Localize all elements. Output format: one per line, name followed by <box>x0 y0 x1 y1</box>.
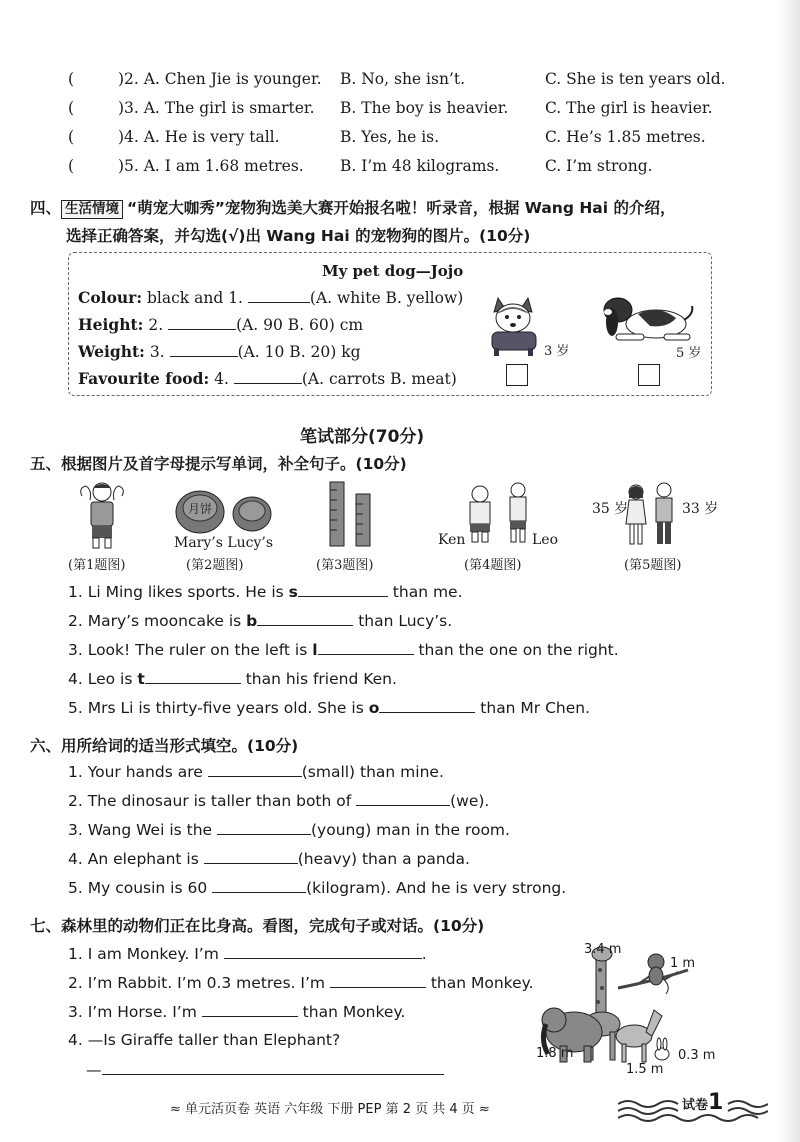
field-label: Height: <box>78 315 144 334</box>
initial-letter: t <box>137 670 145 688</box>
s7-item-2 <box>68 973 534 992</box>
answer-blank[interactable] <box>145 669 241 684</box>
answer-blank[interactable] <box>208 762 302 777</box>
s5-item-5 <box>68 698 590 717</box>
option-a: A. I am 1.68 metres. <box>143 157 304 175</box>
section5-title: 五、根据图片及首字母提示写单词，补全句子。(10分) <box>30 455 407 473</box>
section6-title: 六、用所给词的适当形式填空。(10分) <box>30 737 299 755</box>
s7-item-1 <box>68 944 427 963</box>
monkey-icon <box>648 954 668 994</box>
answer-blank[interactable] <box>257 611 353 626</box>
item-text-end: than me. <box>387 583 463 601</box>
horse-height: 1.5 m <box>626 1062 664 1077</box>
age-33-label: 33 岁 <box>682 501 719 517</box>
item-text-end: than Mr Chen. <box>475 699 591 717</box>
s5-item-1 <box>68 582 463 601</box>
badge-label: 试卷 <box>682 1098 709 1113</box>
s7-answer-line <box>86 1060 444 1079</box>
dog2-age: 5 岁 <box>676 346 702 361</box>
box-title: My pet dog—Jojo <box>322 262 464 280</box>
answer-blank[interactable] <box>318 640 414 655</box>
strong-boy-icon <box>74 478 130 550</box>
option-c: C. He’s 1.85 metres. <box>545 128 706 146</box>
option-c: C. The girl is heavier. <box>545 99 713 117</box>
answer-blank[interactable] <box>330 973 426 988</box>
rabbit-height: 0.3 m <box>678 1048 716 1063</box>
s6-item-2 <box>68 791 489 810</box>
answer-paren-close: ) <box>117 99 124 117</box>
answer-blank[interactable] <box>234 369 302 384</box>
field-options: (A. 10 B. 20) kg <box>237 343 361 361</box>
option-c: C. She is ten years old. <box>545 70 726 88</box>
section-number: 四、 <box>30 199 62 217</box>
caption-3: (第3题图) <box>316 558 374 573</box>
answer-blank[interactable] <box>298 582 388 597</box>
item-text-end: . <box>421 945 427 963</box>
item-text: 1. Li Ming likes sports. He is <box>68 583 289 601</box>
answer-paren-close: ) <box>117 128 124 146</box>
answer-blank[interactable] <box>224 944 422 959</box>
caption-4: (第4题图) <box>464 558 522 573</box>
item-text: 5. My cousin is 60 <box>68 879 213 897</box>
option-a: A. Chen Jie is younger. <box>143 70 322 88</box>
field-prefix: black and 1. <box>147 289 243 307</box>
answer-blank[interactable] <box>379 698 475 713</box>
answer-paren[interactable]: ( <box>68 157 75 175</box>
q-row <box>68 99 315 117</box>
rabbit-icon <box>655 1038 669 1060</box>
answer-blank[interactable] <box>168 315 236 330</box>
item-text-end: than Monkey. <box>297 1003 406 1021</box>
rulers-icon <box>326 480 376 548</box>
item-text: 3. Look! The ruler on the left is <box>68 641 313 659</box>
field-options: (A. carrots B. meat) <box>301 370 457 388</box>
item-text-end: (small) than mine. <box>301 763 444 781</box>
life-situation-tag: 生活情境 <box>61 200 123 219</box>
q-number: 5. <box>124 157 139 175</box>
leo-label: Leo <box>532 532 559 548</box>
field-prefix: 2. <box>148 316 164 334</box>
caption-1: (第1题图) <box>68 558 126 573</box>
ken-leo-icon <box>460 480 536 544</box>
field-prefix: 4. <box>214 370 229 388</box>
s7-item-4 <box>68 1031 340 1049</box>
giraffe-height: 3.4 m <box>584 942 622 957</box>
field-options: (A. white B. yellow) <box>309 289 464 307</box>
answer-paren[interactable]: ( <box>68 70 75 88</box>
colour-line <box>78 288 463 307</box>
answer-blank[interactable] <box>217 820 311 835</box>
section4-heading <box>30 196 675 219</box>
section4-instruction-1: “萌宠大咖秀”宠物狗选美大赛开始报名啦！听录音，根据 Wang Hai 的介绍， <box>127 199 676 217</box>
item-text-end: than the one on the right. <box>413 641 619 659</box>
mrs-li-mr-chen-icon <box>620 480 680 548</box>
husky-dog-icon <box>484 292 546 358</box>
s5-item-3 <box>68 640 619 659</box>
mooncakes-icon <box>172 484 276 536</box>
answer-blank[interactable] <box>212 878 306 893</box>
initial-letter: l <box>312 641 318 659</box>
dog1-age: 3 岁 <box>544 344 570 359</box>
badge-number: 1 <box>708 1090 724 1115</box>
initial-letter: o <box>368 699 380 717</box>
section4-instruction-2: 选择正确答案，并勾选(√)出 Wang Hai 的宠物狗的图片。(10分) <box>66 227 531 245</box>
weight-line <box>78 342 361 361</box>
s5-item-4 <box>68 669 397 688</box>
s6-item-4 <box>68 849 470 868</box>
written-part-title: 笔试部分(70分) <box>300 427 425 447</box>
q-row <box>68 157 304 175</box>
item-text: 1. Your hands are <box>68 763 208 781</box>
item-text-end: (we). <box>450 792 490 810</box>
option-a: A. The girl is smarter. <box>143 99 315 117</box>
item-text-end: than Lucy’s. <box>353 612 453 630</box>
dog2-checkbox[interactable] <box>638 364 660 386</box>
item-text-end: (heavy) than a panda. <box>297 850 470 868</box>
food-line <box>78 369 457 388</box>
option-b: B. No, she isn’t. <box>340 70 466 88</box>
dog1-checkbox[interactable] <box>506 364 528 386</box>
item-text: 5. Mrs Li is thirty-five years old. She is <box>68 699 369 717</box>
field-label: Favourite food: <box>78 369 210 388</box>
item-text-end: than Monkey. <box>425 974 534 992</box>
answer-blank[interactable] <box>102 1060 444 1075</box>
age-35-label: 35 岁 <box>592 501 629 517</box>
item-text: 2. I’m Rabbit. I’m 0.3 metres. I’m <box>68 974 330 992</box>
answer-blank[interactable] <box>204 849 298 864</box>
item-text: 4. An elephant is <box>68 850 204 868</box>
item-text-end: than his friend Ken. <box>240 670 397 688</box>
monkey-height: 1 m <box>670 956 696 971</box>
item-text: 2. The dinosaur is taller than both of <box>68 792 357 810</box>
height-line <box>78 315 363 334</box>
item-text: 2. Mary’s mooncake is <box>68 612 247 630</box>
s6-item-3 <box>68 820 510 839</box>
item-text-end: (young) man in the room. <box>311 821 510 839</box>
page-badge <box>682 1090 723 1115</box>
elephant-height: 1.8 m <box>536 1046 574 1061</box>
answer-paren[interactable]: ( <box>68 128 75 146</box>
item-text: 4. —Is Giraffe taller than Elephant? <box>68 1031 341 1049</box>
s5-item-2 <box>68 611 452 630</box>
svg-text:月饼: 月饼 <box>187 502 213 516</box>
s7-item-3 <box>68 1002 405 1021</box>
option-b: B. I’m 48 kilograms. <box>340 157 500 175</box>
q-number: 4. <box>124 128 139 146</box>
answer-paren-close: ) <box>117 157 124 175</box>
item-text: 1. I am Monkey. I’m <box>68 945 224 963</box>
initial-letter: s <box>288 583 298 601</box>
field-label: Weight: <box>78 342 145 361</box>
footer-text: ≈ 单元活页卷 英语 六年级 下册 PEP 第 2 页 共 4 页 ≈ <box>170 1102 490 1117</box>
answer-blank[interactable] <box>356 791 450 806</box>
q-number: 2. <box>124 70 139 88</box>
caption-2: (第2题图) <box>186 558 244 573</box>
item-text: 3. Wang Wei is the <box>68 821 217 839</box>
item-text-end: (kilogram). And he is very strong. <box>306 879 567 897</box>
q-row <box>68 128 280 146</box>
option-b: B. The boy is heavier. <box>340 99 509 117</box>
initial-letter: b <box>246 612 258 630</box>
dash: — <box>86 1061 102 1079</box>
ken-label: Ken <box>438 532 466 548</box>
caption-5: (第5题图) <box>624 558 682 573</box>
answer-blank[interactable] <box>202 1002 298 1017</box>
field-options: (A. 90 B. 60) cm <box>236 316 364 334</box>
q-number: 3. <box>124 99 139 117</box>
item-text: 4. Leo is <box>68 670 138 688</box>
section7-title: 七、森林里的动物们正在比身高。看图，完成句子或对话。(10分) <box>30 917 485 935</box>
mooncake-labels: Mary’s Lucy’s <box>174 535 274 551</box>
q-row <box>68 70 322 88</box>
s6-item-1 <box>68 762 444 781</box>
option-a: A. He is very tall. <box>143 128 280 146</box>
option-c: C. I’m strong. <box>545 157 653 175</box>
option-b: B. Yes, he is. <box>340 128 440 146</box>
s6-item-5 <box>68 878 566 897</box>
answer-blank[interactable] <box>248 288 310 303</box>
answer-paren-close: ) <box>117 70 124 88</box>
field-prefix: 3. <box>149 343 165 361</box>
answer-paren[interactable]: ( <box>68 99 75 117</box>
field-label: Colour: <box>78 288 143 307</box>
page-edge-shadow <box>778 0 800 1142</box>
answer-blank[interactable] <box>170 342 238 357</box>
item-text: 3. I’m Horse. I’m <box>68 1003 202 1021</box>
